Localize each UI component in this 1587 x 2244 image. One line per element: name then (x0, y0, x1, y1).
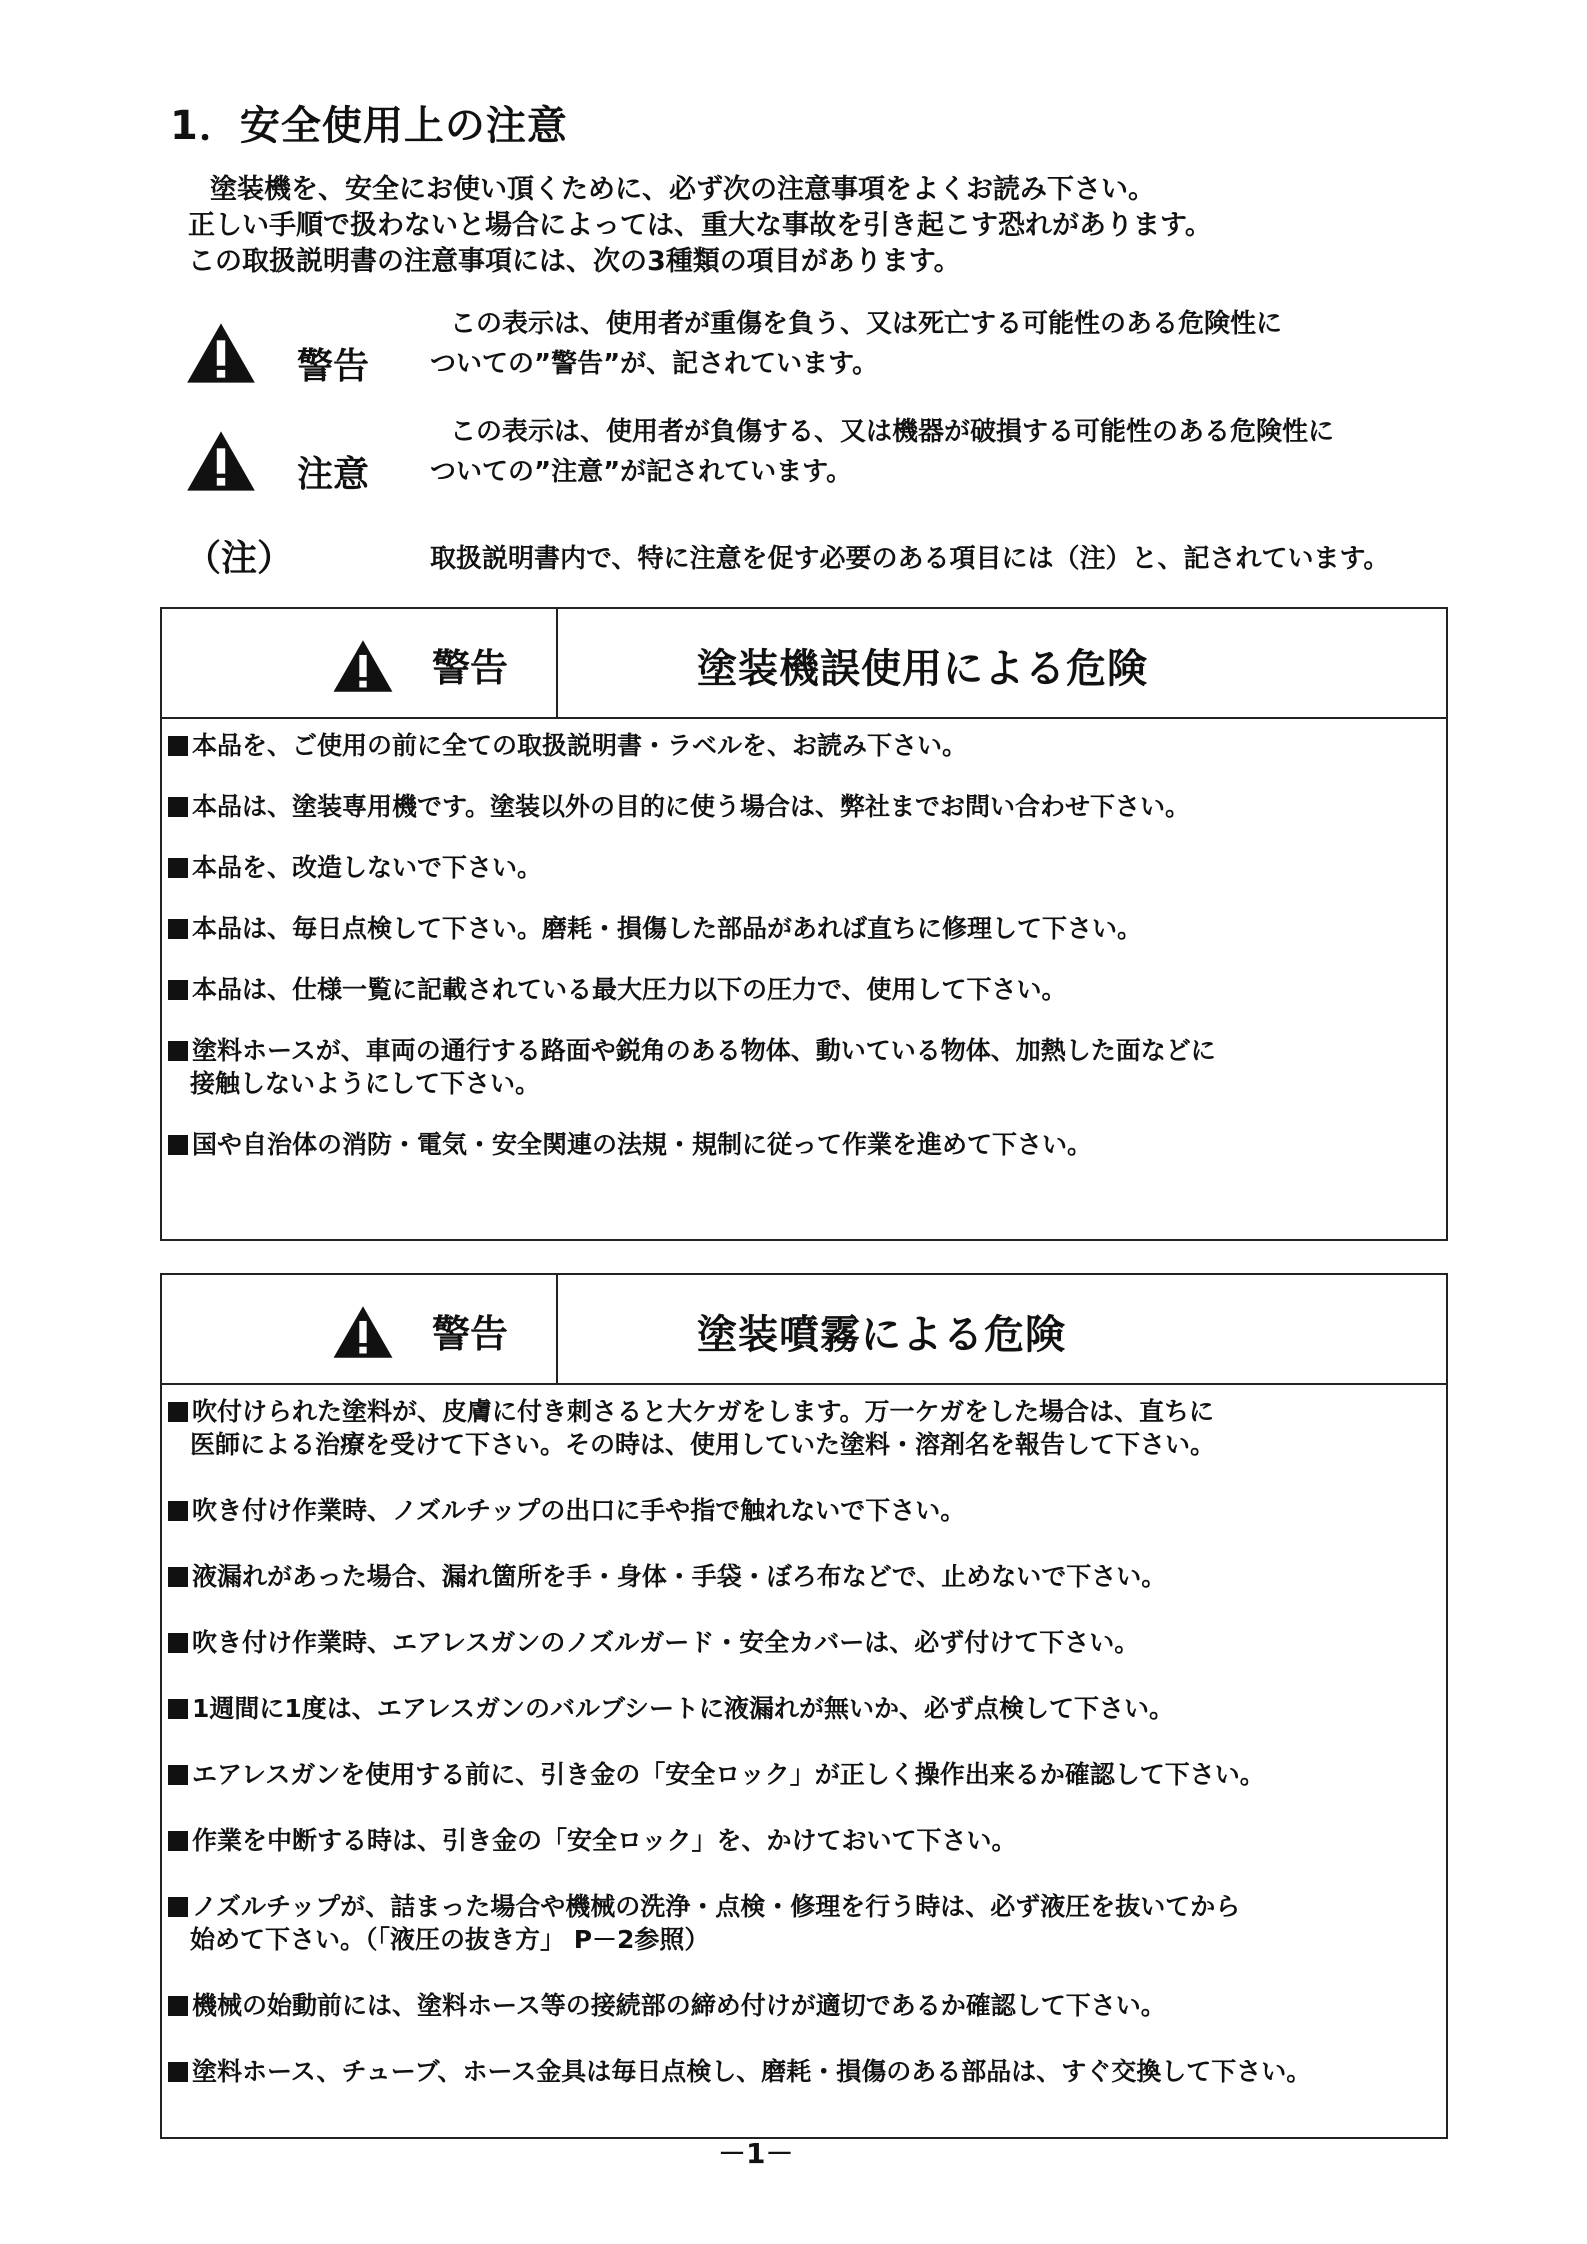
bullet-square-icon (168, 1996, 188, 2016)
intro-text (188, 172, 1212, 280)
bullet-square-icon (168, 1567, 188, 1587)
bullet-square-icon (168, 1501, 188, 1521)
warning-triangle-icon (332, 639, 394, 693)
warning-item (168, 1890, 1446, 1956)
warning-box-word: 警告 (432, 646, 509, 690)
page-number: －1－ (718, 2137, 794, 2170)
warning-item (168, 1626, 1446, 1659)
bullet-square-icon (168, 736, 188, 756)
warning-item-text: 機械の始動前には、塗料ホース等の接続部の締め付けが適切であるか確認して下さい。 (192, 1991, 1166, 2020)
legend-caution-label: 注意 (297, 454, 370, 495)
bullet-square-icon (168, 797, 188, 817)
warning-item (168, 912, 1446, 945)
legend-warning-desc (430, 304, 1282, 384)
bullet-square-icon (168, 2062, 188, 2082)
warning-item (168, 729, 1446, 762)
bullet-square-icon (168, 1831, 188, 1851)
warning-item-text: 国や自治体の消防・電気・安全関連の法規・規制に従って作業を進めて下さい。 (192, 1130, 1093, 1159)
warning-box-header (162, 1275, 1446, 1385)
bullet-square-icon (168, 1699, 188, 1719)
intro-line: 塗装機を、安全にお使い頂くために、必ず次の注意事項をよくお読み下さい。 (210, 174, 1155, 205)
warning-item (168, 1128, 1446, 1161)
warning-item (168, 2055, 1446, 2088)
page-title: 1．安全使用上の注意 (170, 103, 568, 149)
bullet-square-icon (168, 1897, 188, 1917)
warning-item-text: 吹付けられた塗料が、皮膚に付き刺さると大ケガをします。万一ケガをした場合は、直ちに (192, 1397, 1215, 1426)
warning-item (168, 1494, 1446, 1527)
warning-item (168, 1560, 1446, 1593)
warning-item-text: 本品は、毎日点検して下さい。磨耗・損傷した部品があれば直ちに修理して下さい。 (192, 914, 1143, 943)
bullet-square-icon (168, 1135, 188, 1155)
bullet-square-icon (168, 980, 188, 1000)
warning-box-word: 警告 (432, 1312, 509, 1356)
warning-item-text: 吹き付け作業時、ノズルチップの出口に手や指で触れないで下さい。 (192, 1496, 966, 1525)
legend-caution-desc-line: ついての”注意”が記されています。 (430, 457, 853, 487)
warning-item-text: エアレスガンを使用する前に、引き金の「安全ロック」が正しく操作出来るか確認して下さい。 (192, 1760, 1265, 1789)
intro-line: この取扱説明書の注意事項には、次の3種類の項目があります。 (188, 246, 961, 277)
warning-box-header-left (162, 1275, 558, 1383)
warning-box-header (162, 609, 1446, 719)
bullet-square-icon (168, 919, 188, 939)
bullet-square-icon (168, 1402, 188, 1422)
warning-box-spray (160, 1273, 1448, 2139)
warning-item (168, 790, 1446, 823)
legend-warning-label: 警告 (297, 346, 370, 387)
warning-item-text: 吹き付け作業時、エアレスガンのノズルガード・安全カバーは、必ず付けて下さい。 (192, 1628, 1140, 1657)
warning-item (168, 1824, 1446, 1857)
intro-line: 正しい手順で扱わないと場合によっては、重大な事故を引き起こす恐れがあります。 (188, 210, 1212, 241)
bullet-square-icon (168, 1633, 188, 1653)
legend-warning-desc-line: この表示は、使用者が重傷を負う、又は死亡する可能性のある危険性に (450, 309, 1283, 339)
warning-item (168, 1989, 1446, 2022)
warning-item-text: 本品は、仕様一覧に記載されている最大圧力以下の圧力で、使用して下さい。 (192, 975, 1067, 1004)
warning-box-body (162, 1385, 1446, 2088)
warning-item-text: 塗料ホース、チューブ、ホース金具は毎日点検し、磨耗・損傷のある部品は、すぐ交換して下さい。 (192, 2057, 1312, 2086)
bullet-square-icon (168, 858, 188, 878)
warning-item (168, 1034, 1446, 1100)
warning-item-text: 始めて下さい。（「液圧の抜き方」 P－2参照） (190, 1925, 710, 1954)
legend-caution-desc-line: この表示は、使用者が負傷する、又は機器が破損する可能性のある危険性に (450, 417, 1335, 447)
warning-item (168, 1692, 1446, 1725)
legend-caution-desc (430, 412, 1334, 492)
warning-item-text: 医師による治療を受けて下さい。その時は、使用していた塗料・溶剤名を報告して下さい。 (190, 1430, 1216, 1459)
caution-triangle-icon (185, 430, 257, 492)
warning-item-text: 接触しないようにして下さい。 (190, 1069, 541, 1098)
warning-item-text: 1週間に1度は、エアレスガンのバルブシートに液漏れが無いか、必ず点検して下さい。 (192, 1694, 1175, 1723)
warning-triangle-icon (332, 1305, 394, 1359)
warning-item (168, 1758, 1446, 1791)
warning-box-title: 塗装機誤使用による危険 (697, 646, 1148, 692)
warning-box-misuse (160, 607, 1448, 1241)
legend-note-desc: 取扱説明書内で、特に注意を促す必要のある項目には（注）と、記されています。 (430, 544, 1390, 574)
warning-box-title: 塗装噴霧による危険 (697, 1312, 1066, 1358)
bullet-square-icon (168, 1765, 188, 1785)
warning-item (168, 1395, 1446, 1461)
warning-box-body (162, 719, 1446, 1161)
warning-item-text: 塗料ホースが、車両の通行する路面や鋭角のある物体、動いている物体、加熱した面などに (192, 1036, 1216, 1065)
legend-warning-desc-line: ついての”警告”が、記されています。 (430, 349, 879, 379)
legend-note-label: （注） (185, 538, 294, 579)
bullet-square-icon (168, 1041, 188, 1061)
warning-item-text: 作業を中断する時は、引き金の「安全ロック」を、かけておいて下さい。 (192, 1826, 1017, 1855)
warning-triangle-icon (185, 322, 257, 384)
warning-item-text: 液漏れがあった場合、漏れ箇所を手・身体・手袋・ぼろ布などで、止めないで下さい。 (192, 1562, 1167, 1591)
warning-item-text: 本品を、ご使用の前に全ての取扱説明書・ラベルを、お読み下さい。 (192, 731, 968, 760)
warning-item (168, 973, 1446, 1006)
warning-box-header-left (162, 609, 558, 717)
warning-item-text: 本品は、塗装専用機です。塗装以外の目的に使う場合は、弊社までお問い合わせ下さい。 (192, 792, 1191, 821)
warning-item-text: 本品を、改造しないで下さい。 (192, 853, 543, 882)
warning-item-text: ノズルチップが、詰まった場合や機械の洗浄・点検・修理を行う時は、必ず液圧を抜いてから (192, 1892, 1241, 1921)
warning-item (168, 851, 1446, 884)
